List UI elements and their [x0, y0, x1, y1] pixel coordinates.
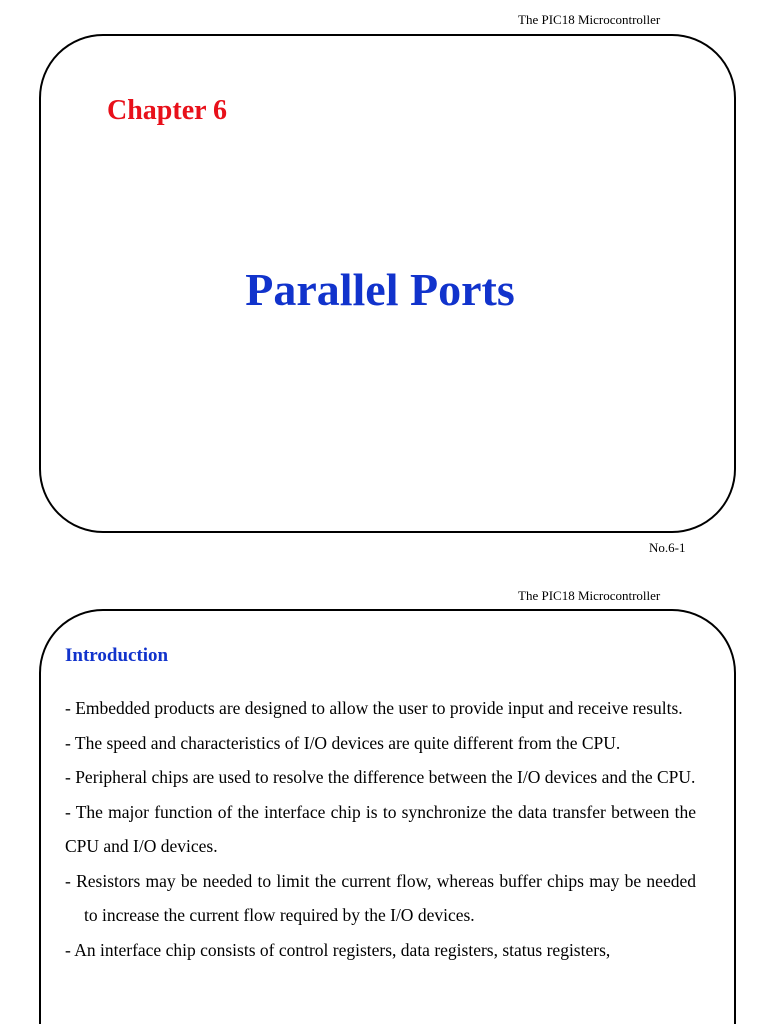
bullet-item: - Resistors may be needed to limit the current flow, whereas buffer chips may be needed to increase the current flow required by the I/O devices.	[65, 870, 696, 925]
bullet-item: - Embedded products are designed to allow the user to provide input and receive results.	[65, 698, 683, 718]
bullet-item: - An interface chip consists of control registers, data registers, status registers,	[65, 939, 611, 960]
bullet-item: - The speed and characteristics of I/O devices are quite different from the CPU.	[65, 732, 621, 753]
page-number: No.6-1	[649, 540, 686, 555]
chapter-label: Chapter 6	[107, 95, 228, 126]
bullet-item: - The major function of the interface chip is to synchronize the data transfer between the CPU and I/O devices.	[65, 801, 696, 856]
bullet-item: - Peripheral chips are used to resolve the difference between the I/O devices and the CPU.	[65, 767, 696, 787]
bullet-list	[65, 691, 696, 967]
page-1-running-header: The PIC18 Microcontroller	[518, 12, 661, 27]
slide-title: Parallel Ports	[245, 264, 515, 315]
page-2-running-header: The PIC18 Microcontroller	[518, 588, 661, 603]
section-heading: Introduction	[65, 645, 169, 666]
